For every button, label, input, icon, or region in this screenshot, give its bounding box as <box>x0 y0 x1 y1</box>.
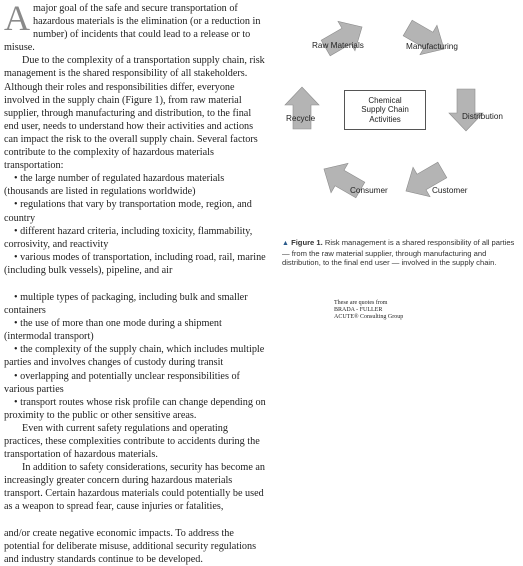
node-customer: Customer <box>432 186 468 195</box>
node-consumer: Consumer <box>350 186 388 195</box>
node-recycle: Recycle <box>286 114 316 123</box>
factor-item: • the large number of regulated hazardous materials (thousands are listed in regulations worldwide) <box>4 173 225 198</box>
top-arrow-icon <box>399 13 452 63</box>
factor-item: • multiple types of packaging, including bulk and smaller containers <box>4 291 248 317</box>
drop-cap: A <box>4 0 30 38</box>
supply-chain-diagram <box>282 2 518 230</box>
figure-caption <box>282 238 520 268</box>
factor-item: • regulations that vary by transportation mode, region, and country <box>4 199 252 224</box>
factor-list-bottom <box>4 291 266 422</box>
upper-left-arrow-icon <box>317 12 370 62</box>
note-line1: These are quotes from <box>334 300 388 306</box>
complexity-paragraph: Due to the complexity of a transportation supply chain, risk management is the shared responsibility of all stakeholders. Although their roles and responsibilities differ, everyone involved in the supply chain (Figure 1), from raw material supplier, through manufacturing and distribution, to the final end user, needs to understand how their activities and actions can impact the risk to the overall supply chain. Several factors contribute to the complexity of hazardous materials transportation: <box>4 55 265 172</box>
center-label-line3: Activities <box>369 114 401 124</box>
center-label-line2: Supply Chain <box>361 105 409 115</box>
factor-list-top <box>4 172 266 277</box>
handwritten-note <box>334 300 454 321</box>
factor-item: • various modes of transportation, including road, rail, marine (including bulk vessels), pipeline, and air <box>4 251 266 276</box>
intro-paragraph <box>4 2 266 54</box>
center-activities-box <box>344 90 426 130</box>
accidents-paragraph: Even with current safety regulations and operating practices, these complexities contribute to accidents during the transportation of hazardous materials. <box>4 422 260 461</box>
note-line3: ACUTE® Consulting Group <box>334 314 404 320</box>
node-raw-materials: Raw Materials <box>312 41 364 50</box>
node-distribution: Distribution <box>462 112 503 121</box>
intro-text: major goal of the safe and secure transportation of hazardous materials is the elimination (or a reduction in number) of incidents that could lead to a release or to misuse. <box>4 3 261 54</box>
lower-right-arrow-icon <box>397 155 450 205</box>
article-body <box>4 2 266 566</box>
upper-right-arrow-icon <box>449 89 483 131</box>
caption-figure-label: Figure 1. <box>291 238 323 247</box>
caption-triangle-icon: ▲ <box>282 240 289 247</box>
factor-item: • different hazard criteria, including toxicity, flammability, corrosivity, and reactivity <box>4 225 253 250</box>
caption-text: Risk management is a shared responsibility of all parties — from the raw material supplier, through manufacturing and distribution, to the final end user — involved in the supply chain. <box>282 238 515 268</box>
bottom-arrow-icon <box>315 154 368 204</box>
factor-item: • the complexity of the supply chain, which includes multiple parties and involves changes of custody during transit <box>4 344 265 369</box>
factor-item: • the use of more than one mode during a shipment (intermodal transport) <box>4 318 222 343</box>
factor-item: • overlapping and potentially unclear responsibilities of various parties <box>4 370 240 395</box>
security-paragraph: In addition to safety considerations, security has become an increasingly greater concern during hazardous materials transport. Certain hazardous materials could potentially be used as a weapon to spread fear, cause injuries or fatalities, <box>4 462 266 513</box>
center-label-line1: Chemical <box>368 95 402 105</box>
misuse-paragraph: and/or create negative economic impacts. To address the potential for deliberate misuse, additional security regulations and industry standards continue to be developed. <box>4 527 257 565</box>
factor-item: • transport routes whose risk profile can change depending on proximity to the public or other sensitive areas. <box>4 396 266 421</box>
note-line2: BRADA - FULLER <box>334 307 383 313</box>
node-manufacturing: Manufacturing <box>406 42 458 51</box>
